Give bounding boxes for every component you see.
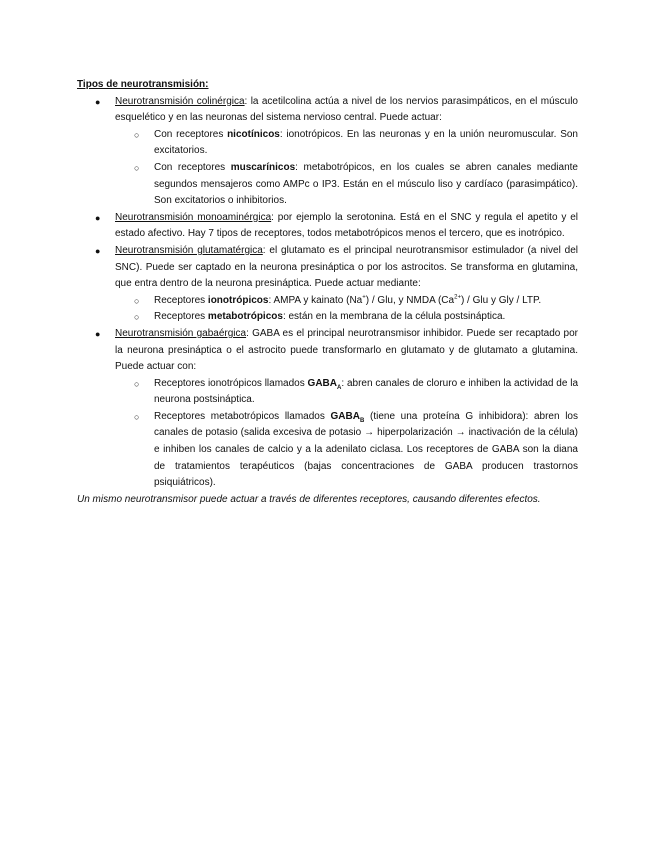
subitem-post: (tiene una proteína G inhibidora): abren los canales de potasio (salida excesiva de potasio → hiperpolarización → inactivación de la célula) e inhiben los canales de calcio y a la adenilato ciclasa. Los receptores de GABA son la diana de tratamientos terapéuticos (bajas concentraciones de GABA producen trastornos psiquiátricos). (154, 410, 578, 489)
sublist-glutamatergica (115, 293, 578, 326)
subitem-pre: Receptores (154, 311, 208, 323)
subitem-pre: Receptores metabotrópicos llamados (154, 410, 331, 422)
subitem-ionotropicos (115, 293, 578, 310)
item-text: : la acetilcolina actúa a nivel de los nervios parasimpáticos, en el músculo esquelético y en las neuronas del sistema nervioso central. Puede actuar: (115, 95, 578, 124)
list-item-gabaergica (77, 326, 578, 492)
subitem-post: ) / Glu y Gly / LTP. (460, 294, 542, 306)
subitem-gaba-a (115, 376, 578, 409)
item-title: Neurotransmisión colinérgica (115, 95, 245, 107)
list-item-colinergica (77, 94, 578, 210)
item-text: : el glutamato es el principal neurotransmisor estimulador (a nivel del SNC). Puede ser captado en la neurona presináptica o por los astrocitos. Se transforma en glutamina, que entra dentro de la neurona presináptica. Puede actuar mediante: (115, 244, 578, 290)
subitem-pre: Con receptores (154, 128, 228, 140)
item-title: Neurotransmisión gabaérgica (115, 327, 247, 339)
subitem-pre: Con receptores (154, 161, 231, 173)
subitem-metabotropicos (115, 309, 578, 326)
list-item-glutamatergica (77, 243, 578, 326)
subitem-bold: muscarínicos (230, 161, 296, 173)
subitem-bold: nicotínicos (227, 128, 280, 140)
subitem-muscarinicos (115, 160, 578, 210)
subitem-post: ) / Glu, y NMDA (Ca (365, 294, 455, 306)
superscript: 2+ (454, 294, 461, 301)
subitem-bold: GABA (307, 377, 337, 389)
subitem-post: : están en la membrana de la célula postsináptica. (282, 311, 506, 323)
sublist-gabaergica (115, 376, 578, 492)
list-item-monoaminergica (77, 210, 578, 243)
subscript: B (359, 417, 365, 424)
item-text: : GABA es el principal neurotransmisor inhibidor. Puede ser recaptado por la neurona presináptica o el astrocito puede transformarlo en glutamato y de glutamato a glutamina. Puede actuar con: (115, 327, 578, 373)
document-body (77, 77, 578, 508)
subitem-post: : AMPA y kainato (Na (268, 294, 363, 306)
subitem-gaba-b (115, 409, 578, 492)
subitem-post: : abren canales de cloruro e inhiben la actividad de la neurona postsináptica. (154, 377, 579, 406)
closing-note: Un mismo neurotransmisor puede actuar a través de diferentes receptores, causando diferentes efectos. (77, 493, 541, 505)
subitem-post: : metabotrópicos, en los cuales se abren canales mediante segundos mensajeros como AMPc o IP3. Están en el músculo liso y cardíaco (parasimpático). Son excitatorios o inhibitorios. (154, 161, 578, 207)
subitem-nicotinicos (115, 127, 578, 160)
subitem-pre: Receptores ionotrópicos llamados (154, 377, 308, 389)
item-title: Neurotransmisión monoaminérgica (115, 211, 272, 223)
item-text: : por ejemplo la serotonina. Está en el SNC y regula el apetito y el estado afectivo. Hay 7 tipos de receptores, todos metabotrópicos menos el tercero, que es inotrópico. (115, 211, 579, 240)
item-title: Neurotransmisión glutamatérgica (115, 244, 263, 256)
subitem-bold: GABA (330, 410, 360, 422)
superscript: + (362, 294, 366, 301)
subscript: A (337, 384, 342, 391)
subitem-pre: Receptores (154, 294, 208, 306)
neurotransmission-list (77, 94, 578, 492)
section-heading: Tipos de neurotransmisión: (77, 79, 209, 90)
subitem-bold: ionotrópicos (207, 294, 269, 306)
subitem-post: : ionotrópicos. En las neuronas y en la unión neuromuscular. Son excitatorios. (154, 128, 578, 157)
sublist-colinergica (115, 127, 578, 210)
subitem-bold: metabotrópicos (207, 311, 283, 323)
